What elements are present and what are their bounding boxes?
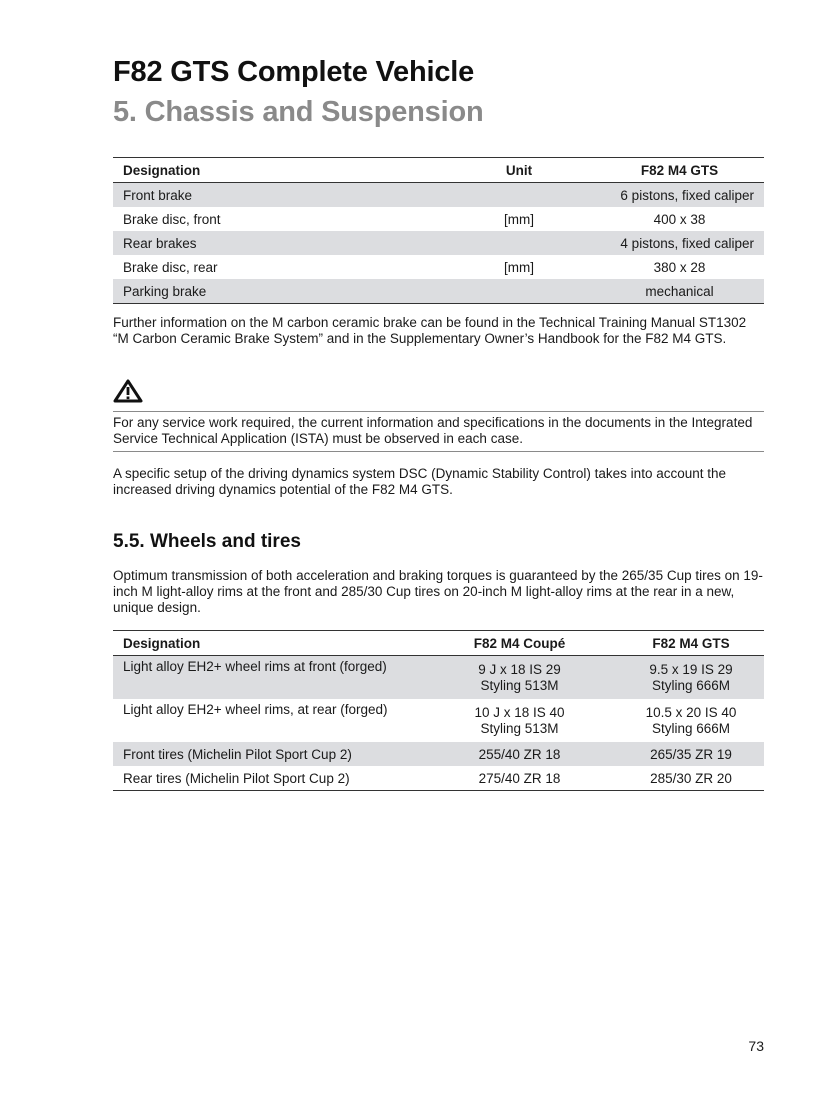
page-number: 73: [748, 1038, 764, 1054]
divider: [113, 411, 764, 412]
row-unit: [443, 279, 595, 304]
table-header-row: [113, 158, 764, 183]
table-row: [113, 231, 764, 255]
row-coupe-value: [421, 699, 618, 742]
table-row: [113, 255, 764, 279]
value-line: Styling 666M: [651, 677, 731, 693]
section-heading: 5.5. Wheels and tires: [113, 531, 301, 552]
table-row: [113, 207, 764, 231]
row-value: mechanical: [645, 283, 714, 299]
row-coupe-value: 275/40 ZR 18: [478, 770, 561, 786]
row-coupe-value: 255/40 ZR 18: [478, 746, 561, 762]
document-title: F82 GTS Complete Vehicle: [113, 56, 475, 88]
row-designation: Front brake: [123, 187, 193, 203]
wheels-intro-paragraph: Optimum transmission of both acceleration and braking torques is guaranteed by the 265/35 Cup tires on 19-inch M light-alloy rims at the front and 285/30 Cup tires on 20-inch M light-alloy rims at the rear in a new, unique design.: [113, 568, 763, 615]
table-row: [113, 742, 764, 766]
header-m4-coupe: F82 M4 Coupé: [473, 635, 566, 651]
document-page: [113, 0, 764, 1100]
table-row: [113, 656, 764, 700]
header-m4-gts: F82 M4 GTS: [640, 162, 719, 178]
row-gts-value: [618, 656, 764, 700]
brake-spec-table: [113, 157, 764, 304]
row-designation: Light alloy EH2+ wheel rims at front (forged): [123, 659, 387, 674]
value-line: Styling 513M: [480, 720, 559, 736]
value-line: Styling 513M: [480, 677, 559, 693]
row-unit: [443, 183, 595, 208]
table-header-row: [113, 631, 764, 656]
table-row: [113, 699, 764, 742]
header-designation: Designation: [123, 162, 201, 178]
row-value: 380 x 28: [653, 259, 706, 275]
row-value: 400 x 38: [653, 211, 706, 227]
row-coupe-value: [421, 656, 618, 700]
row-unit: [mm]: [504, 259, 534, 275]
table-row: [113, 183, 764, 208]
value-line: 9 J x 18 IS 29: [478, 661, 561, 677]
row-designation: Rear brakes: [123, 235, 197, 251]
row-value: 4 pistons, fixed caliper: [620, 235, 754, 251]
row-designation: Brake disc, rear: [123, 259, 218, 275]
warning-triangle-icon: [113, 379, 143, 403]
value-line: Styling 666M: [651, 720, 731, 736]
further-info-paragraph: Further information on the M carbon ceramic brake can be found in the Technical Training Manual ST1302 “M Carbon Ceramic Brake System” and in the Supplementary Owner’s Handbook for the F82 M4 GTS.: [113, 315, 747, 346]
row-designation: Front tires (Michelin Pilot Sport Cup 2): [123, 746, 352, 762]
row-designation: Light alloy EH2+ wheel rims, at rear (forged): [123, 702, 388, 717]
dsc-paragraph: A specific setup of the driving dynamics system DSC (Dynamic Stability Control) takes into account the increased driving dynamics potential of the F82 M4 GTS.: [113, 466, 727, 497]
row-designation: Rear tires (Michelin Pilot Sport Cup 2): [123, 770, 350, 786]
row-designation: Parking brake: [123, 283, 207, 299]
chapter-title: 5. Chassis and Suspension: [113, 96, 484, 128]
header-m4-gts: F82 M4 GTS: [652, 635, 730, 651]
row-gts-value: [618, 699, 764, 742]
row-gts-value: 285/30 ZR 20: [650, 770, 732, 786]
service-note-paragraph: For any service work required, the current information and specifications in the documents in the Integrated Service Technical Application (ISTA) must be observed in each case.: [113, 415, 753, 446]
header-unit: Unit: [505, 162, 533, 178]
header-designation: Designation: [123, 635, 201, 651]
value-line: 9.5 x 19 IS 29: [649, 661, 733, 677]
row-unit: [443, 231, 595, 255]
divider: [113, 451, 764, 452]
row-gts-value: 265/35 ZR 19: [650, 746, 732, 762]
table-row: [113, 766, 764, 791]
value-line: 10.5 x 20 IS 40: [645, 704, 737, 720]
table-row: [113, 279, 764, 304]
wheels-tires-table: [113, 630, 764, 791]
value-line: 10 J x 18 IS 40: [474, 704, 565, 720]
row-designation: Brake disc, front: [123, 211, 221, 227]
row-unit: [mm]: [504, 211, 534, 227]
row-value: 6 pistons, fixed caliper: [620, 187, 754, 203]
